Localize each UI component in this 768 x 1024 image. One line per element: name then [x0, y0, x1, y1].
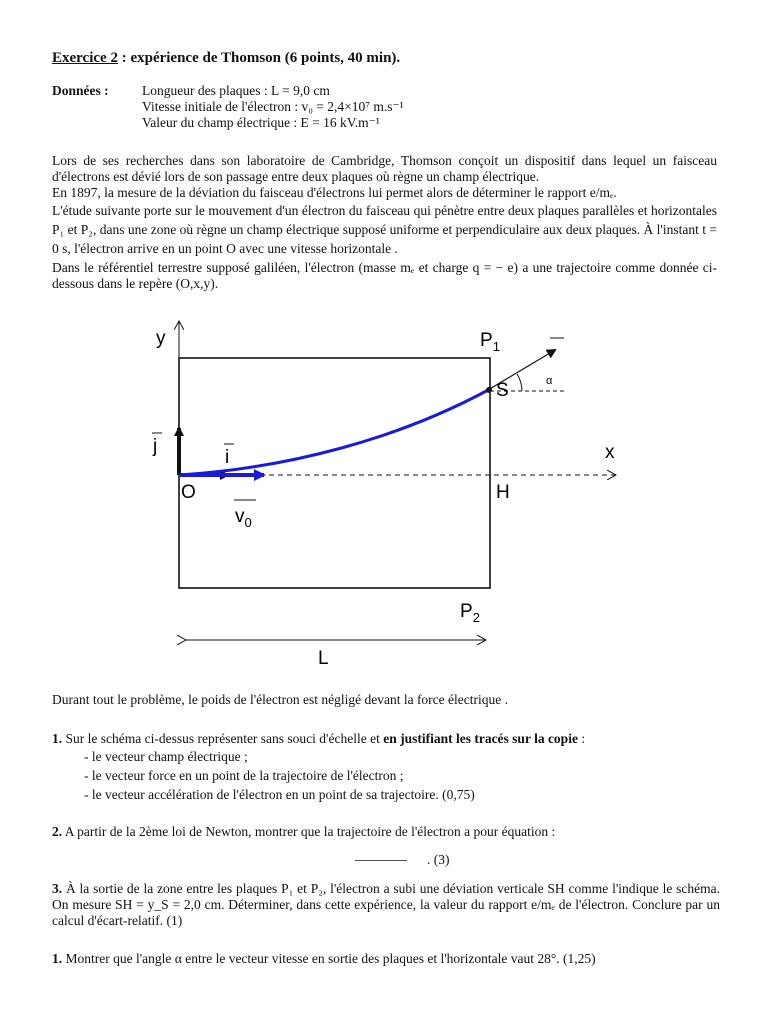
question-2: [52, 824, 720, 840]
q4-number: 1.: [52, 951, 63, 966]
y-label: y: [156, 328, 166, 349]
p2-label: $P_2$: [460, 601, 480, 625]
q1-end: :: [577, 731, 586, 746]
s-label: S: [496, 380, 509, 401]
intro-text: [52, 153, 717, 292]
q2-points: . (3): [427, 852, 450, 867]
alpha-arc: [517, 374, 522, 391]
q1-item: - le vecteur force en un point de la trajectoire de l'électron ;: [84, 768, 404, 783]
q2-text: A partir de la 2ème loi de Newton, montrer que la trajectoire de l'électron a pour équation :: [62, 824, 556, 839]
q1-item: - le vecteur accélération de l'électron en un point de sa trajectoire. (0,75): [84, 787, 475, 802]
intro-paragraph: Dans le référentiel terrestre supposé galiléen, l'électron (masse mₑ et charge q = − e) a une trajectoire comme donnée ci-dessous dans le repère (O,x,y).: [52, 260, 717, 291]
i-label: i: [225, 447, 230, 468]
q3-number: 3.: [52, 881, 63, 896]
question-1: [52, 731, 720, 804]
exercise-heading: : expérience de Thomson (6 points, 40 min).: [117, 50, 401, 66]
q1-number: 1.: [52, 731, 63, 746]
o-label: O: [181, 482, 196, 503]
donnees-label: Données :: [52, 83, 109, 98]
donnee-vitesse: Vitesse initiale de l'électron : v₀ = 2,4×10⁷ m.s⁻¹: [142, 99, 404, 114]
intro-paragraph: L'étude suivante porte sur le mouvement d'un électron du faisceau qui pénètre entre deux plaques parallèles et horizontales P₁ et P₂, dans une zone où règne un champ électrique supposé uniforme et perpendiculaire aux deux plaques. À l'instant t = 0 s, l'électron arrive en un point O avec une vitesse horizontale .: [52, 203, 717, 256]
donnee-longueur: Longueur des plaques : L = 9,0 cm: [142, 83, 330, 98]
q1-item: - le vecteur champ électrique ;: [84, 749, 248, 764]
question-3: [52, 881, 720, 929]
q2-equation: [355, 852, 450, 868]
intro-paragraph: Lors de ses recherches dans son laboratoire de Cambridge, Thomson conçoit un dispositif dans lequel un faisceau d'électrons est dévié lors de son passage entre deux plaques où règne un champ électrique.: [52, 153, 717, 184]
point-s: [486, 387, 492, 393]
exercise-title: [52, 50, 717, 66]
equation-fraction-bar: [355, 860, 407, 861]
j-label: j: [153, 436, 158, 457]
p1-label: $P_1$: [480, 330, 500, 354]
q1-text: Sur le schéma ci-dessus représenter sans souci d'échelle et: [62, 731, 384, 746]
q4-text: Montrer que l'angle α entre le vecteur vitesse en sortie des plaques et l'horizontale vaut 28°. (1,25): [62, 951, 596, 966]
poids-note: Durant tout le problème, le poids de l'électron est négligé devant la force électrique .: [52, 692, 509, 707]
alpha-label: α: [546, 375, 553, 387]
question-4: [52, 951, 720, 967]
q1-bold: en justifiant les tracés sur la copie: [383, 731, 578, 746]
h-label: H: [496, 482, 510, 503]
thomson-diagram: [140, 318, 640, 678]
donnee-champ: Valeur du champ électrique : E = 16 kV.m⁻¹: [142, 115, 380, 130]
q2-number: 2.: [52, 824, 63, 839]
x-label: x: [605, 442, 615, 463]
l-label: L: [318, 648, 329, 669]
intro-paragraph: En 1897, la mesure de la déviation du faisceau d'électrons lui permet alors de déterminer le rapport e/mₑ.: [52, 185, 617, 200]
v0-label: $v_0$: [235, 506, 252, 530]
q3-text: À la sortie de la zone entre les plaques P₁ et P₂, l'électron a subi une déviation verticale SH comme l'indique le schéma. On mesure SH = y_S = 2,0 cm. Déterminer, dans cette expérience, la valeur du rapport e/mₑ de l'électron. Conclure par un calcul d'écart-relatif. (1): [52, 881, 720, 928]
exercise-number: Exercice 2: [52, 50, 118, 66]
